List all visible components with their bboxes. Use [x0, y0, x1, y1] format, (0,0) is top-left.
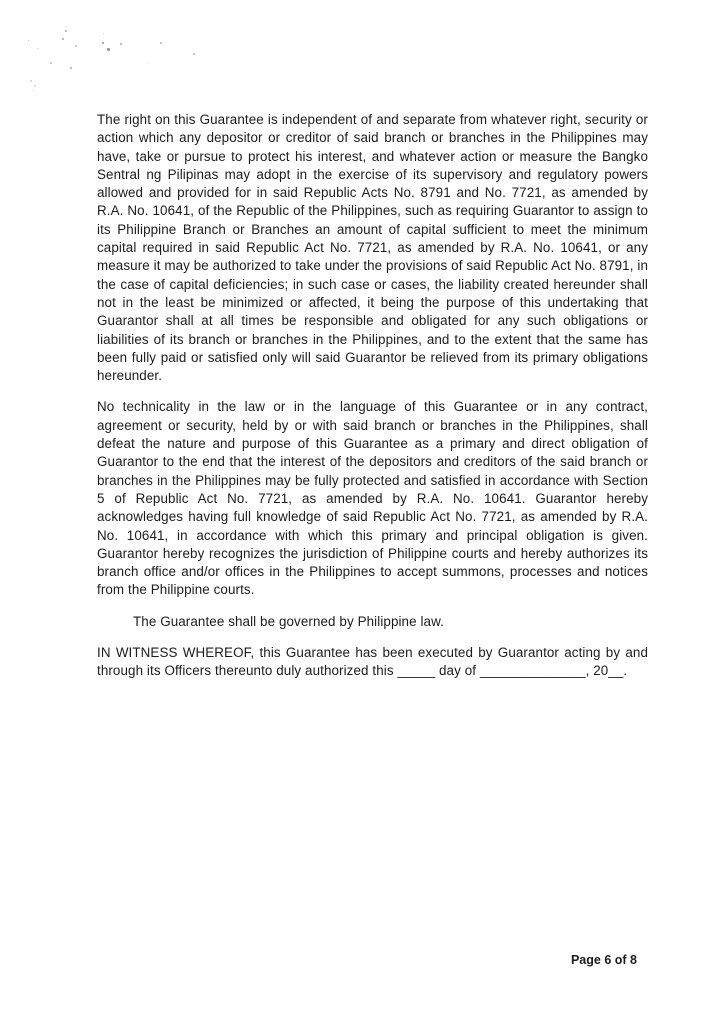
- ink-speck: [37, 48, 38, 49]
- ink-speck: [32, 90, 33, 91]
- ink-speck: [148, 62, 149, 63]
- ink-speck: [34, 85, 36, 87]
- paragraph-no-technicality: No technicality in the law or in the language of this Guarantee or in any contract, agreement or security, held by or with said branch or branches in the Philippines, shall defeat the nature and purpose of this Guarantee as a primary and direct obligation of Guarantor to the end that the interest of the depositors and creditors of the said branch or branches in the Philippines may be fully protected and satisfied in accordance with Section 5 of Republic Act No. 7721, as amended by R.A. No. 10641. Guarantor hereby acknowledges having full knowledge of said Republic Act No. 7721, as amended by R.A. No. 10641, in accordance with which this primary and principal obligation is given. Guarantor hereby recognizes the jurisdiction of Philippine courts and hereby authorizes its branch office and/or offices in the Philippines to accept summons, processes and notices from the Philippine courts.: [97, 399, 648, 598]
- paragraph-guarantee-independence: The right on this Guarantee is independent of and separate from whatever right, security or action which any depositor or creditor of said branch or branches in the Philippines may have, take or pursue to protect his interest, and whatever action or measure the Bangko Sentral ng Pilipinas may adopt in the exercise of its supervisory and regulatory powers allowed and provided for in said Republic Acts No. 8791 and No. 7721, as amended by R.A. No. 10641, of the Republic of the Philippines, such as requiring Guarantor to assign to its Philippine Branch or Branches an amount of capital sufficient to meet the minimum capital required in said Republic Act No. 7721, as amended by R.A. No. 10641, or any measure it may be authorized to take under the provisions of said Republic Act No. 8791, in the case of capital deficiencies; in such case or cases, the liability created hereunder shall not in the least be minimized or affected, it being the purpose of this undertaking that Guarantor shall at all times be responsible and obligated for any such obligations or liabilities of its branch or branches in the Philippines, and to the extent that the same has been fully paid or satisfied only will said Guarantor be relieved from its primary obligations hereunder.: [97, 112, 648, 384]
- document-body: [97, 111, 648, 694]
- page-word: Page: [570, 953, 601, 967]
- ink-speck: [103, 33, 104, 34]
- paragraph-witness-clause: IN WITNESS WHEREOF, this Guarantee has been executed by Guarantor acting by and through its Officers thereunto duly authorized this _____ day of ______________, 20__.: [97, 645, 648, 679]
- of-word: of: [614, 953, 627, 967]
- ink-speck: [75, 45, 77, 47]
- ink-speck: [102, 42, 104, 44]
- ink-speck: [28, 40, 29, 41]
- ink-speck: [70, 67, 72, 69]
- ink-speck: [160, 42, 162, 44]
- ink-speck: [50, 62, 52, 64]
- ink-speck: [120, 43, 122, 45]
- ink-speck: [62, 38, 64, 40]
- ink-speck: [66, 26, 67, 27]
- ink-speck: [30, 80, 32, 82]
- ink-speck: [65, 30, 67, 32]
- ink-speck: [107, 48, 110, 51]
- current-page-number: 6: [604, 953, 612, 967]
- total-page-number: 8: [630, 953, 637, 967]
- ink-speck: [193, 53, 195, 55]
- page-number: [571, 953, 637, 968]
- paragraph-governing-law: The Guarantee shall be governed by Philippine law.: [133, 613, 444, 629]
- scan-artifacts: [0, 0, 260, 120]
